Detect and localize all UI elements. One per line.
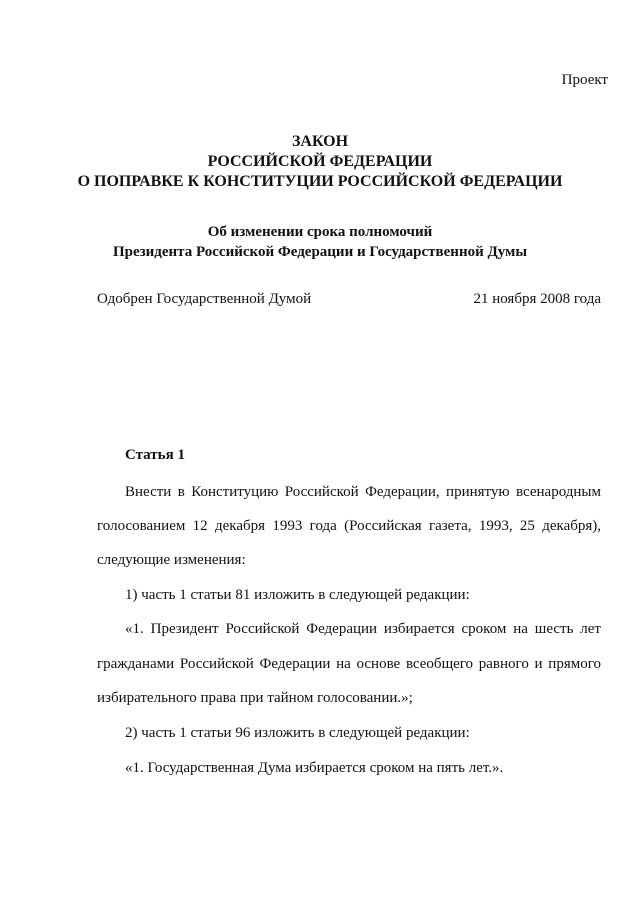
item-2-quote: «1. Государственная Дума избирается сроком на пять лет.».: [125, 760, 504, 776]
draft-stamp: Проект: [561, 72, 608, 88]
law-subtitle-line-1: Об изменении срока полномочий: [207, 224, 433, 240]
approval-by: Одобрен Государственной Думой: [97, 291, 312, 307]
paragraph-line: следующие изменения:: [97, 552, 246, 568]
paragraph-line: голосованием 12 декабря 1993 года (Российская газета, 1993, 25 декабря),: [97, 518, 601, 534]
item-1-quote-line: гражданами Российской Федерации на основе всеобщего равного и прямого: [97, 656, 601, 672]
law-title-line-1: ЗАКОН: [291, 133, 349, 150]
law-title-line-2: РОССИЙСКОЙ ФЕДЕРАЦИИ: [207, 153, 433, 170]
article-heading: Статья 1: [125, 447, 185, 463]
law-subtitle-line-2: Президента Российской Федерации и Государственной Думы: [112, 244, 528, 260]
item-2-intro: 2) часть 1 статьи 96 изложить в следующей редакции:: [125, 725, 470, 741]
law-title-line-3: О ПОПРАВКЕ К КОНСТИТУЦИИ РОССИЙСКОЙ ФЕДЕРАЦИИ: [77, 173, 563, 190]
item-1-quote-line: избирательного права при тайном голосовании.»;: [97, 690, 413, 706]
item-1-intro: 1) часть 1 статьи 81 изложить в следующей редакции:: [125, 587, 470, 603]
approval-date: 21 ноября 2008 года: [473, 291, 601, 307]
law-subtitle: [0, 222, 640, 262]
paragraph-line: Внести в Конституцию Российской Федерации, принятую всенародным: [125, 484, 601, 500]
approval-row: [97, 291, 601, 308]
item-1-quote-line: «1. Президент Российской Федерации избирается сроком на шесть лет: [125, 621, 601, 637]
law-title: [0, 132, 640, 192]
